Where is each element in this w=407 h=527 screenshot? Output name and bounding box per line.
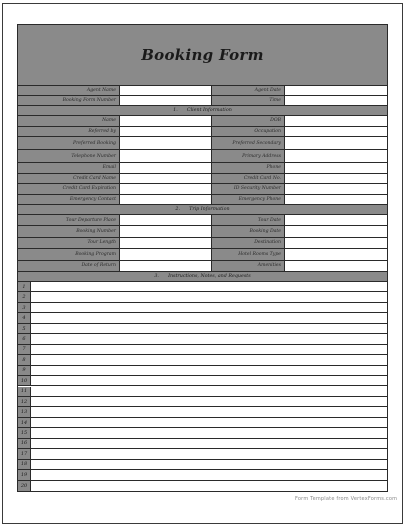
section-header: [18, 205, 387, 215]
note-line: [18, 282, 387, 292]
field-label: Agent Date: [212, 86, 285, 95]
section-title: Instructions, Notes, and Requests: [168, 274, 251, 279]
field-label: Booking Date: [212, 226, 285, 236]
line-number: 19: [18, 470, 31, 479]
line-number: 18: [18, 460, 31, 469]
field-row: [18, 86, 387, 96]
field-label: Tour Length: [18, 238, 120, 248]
field-label: Tour Departure Place: [18, 215, 120, 225]
field-input[interactable]: [285, 96, 387, 105]
field-input[interactable]: [285, 86, 387, 95]
note-input[interactable]: [31, 303, 387, 312]
note-input[interactable]: [31, 470, 387, 479]
field-label: Preferred Secondary: [212, 137, 285, 149]
note-input[interactable]: [31, 439, 387, 448]
line-number: 10: [18, 376, 31, 385]
field-input[interactable]: [285, 195, 387, 205]
note-input[interactable]: [31, 376, 387, 385]
line-number: 6: [18, 334, 31, 343]
field-label: Telephone Number: [18, 150, 120, 162]
field-row: [18, 249, 387, 260]
field-input[interactable]: [285, 238, 387, 248]
section-number: 1.: [173, 108, 178, 113]
field-row: [18, 150, 387, 163]
note-input[interactable]: [31, 407, 387, 416]
booking-form: [17, 24, 388, 492]
field-input[interactable]: [285, 127, 387, 137]
title-band: [18, 25, 387, 86]
note-line: [18, 313, 387, 323]
field-label: Booking Number: [18, 226, 120, 236]
note-line: [18, 428, 387, 438]
note-input[interactable]: [31, 313, 387, 322]
note-input[interactable]: [31, 292, 387, 301]
field-input[interactable]: [120, 86, 212, 95]
note-line: [18, 355, 387, 365]
field-label: Credit Card Expiration: [18, 184, 120, 194]
note-input[interactable]: [31, 345, 387, 354]
note-input[interactable]: [31, 282, 387, 291]
field-input[interactable]: [120, 195, 212, 205]
line-number: 3: [18, 303, 31, 312]
field-input[interactable]: [285, 163, 387, 173]
field-label: Agent Name: [18, 86, 120, 95]
line-number: 5: [18, 324, 31, 333]
field-label: Phone: [212, 163, 285, 173]
field-row: [18, 226, 387, 237]
section-number: 3.: [154, 274, 159, 279]
field-label: Tour Date: [212, 215, 285, 225]
field-label: Email: [18, 163, 120, 173]
note-line: [18, 439, 387, 449]
line-number: 2: [18, 292, 31, 301]
field-row: [18, 96, 387, 106]
section-gap: [178, 108, 187, 113]
line-number: 15: [18, 428, 31, 437]
field-input[interactable]: [120, 261, 212, 271]
form-page: [2, 3, 403, 524]
note-input[interactable]: [31, 387, 387, 396]
field-label: Primary Address: [212, 150, 285, 162]
field-input[interactable]: [120, 127, 212, 137]
field-input[interactable]: [285, 137, 387, 149]
field-label: Credit Card Name: [18, 174, 120, 184]
note-line: [18, 407, 387, 417]
note-input[interactable]: [31, 366, 387, 375]
note-line: [18, 449, 387, 459]
section-gap: [180, 207, 189, 212]
note-line: [18, 292, 387, 302]
section-gap: [159, 274, 168, 279]
note-line: [18, 470, 387, 480]
note-input[interactable]: [31, 418, 387, 427]
note-input[interactable]: [31, 334, 387, 343]
field-row: [18, 174, 387, 185]
line-number: 7: [18, 345, 31, 354]
field-input[interactable]: [120, 174, 212, 184]
field-input[interactable]: [285, 150, 387, 162]
field-label: ID Security Number: [212, 184, 285, 194]
field-row: [18, 195, 387, 206]
note-input[interactable]: [31, 449, 387, 458]
field-label: Preferred Booking: [18, 137, 120, 149]
field-label: Amenities: [212, 261, 285, 271]
field-input[interactable]: [285, 261, 387, 271]
note-input[interactable]: [31, 355, 387, 364]
field-label: Emergency Contact: [18, 195, 120, 205]
note-line: [18, 303, 387, 313]
note-input[interactable]: [31, 481, 387, 491]
field-input[interactable]: [285, 184, 387, 194]
field-row: [18, 215, 387, 226]
line-number: 9: [18, 366, 31, 375]
field-label: Date of Return: [18, 261, 120, 271]
field-row: [18, 184, 387, 195]
section-title: Client Information: [186, 108, 232, 113]
field-row: [18, 238, 387, 249]
footer-note: Form Template from VertexForms.com: [295, 496, 398, 502]
field-input[interactable]: [120, 96, 212, 105]
line-number: 14: [18, 418, 31, 427]
field-input[interactable]: [120, 137, 212, 149]
field-label: Credit Card No.: [212, 174, 285, 184]
field-row: [18, 127, 387, 138]
field-label: Destination: [212, 238, 285, 248]
field-input[interactable]: [285, 174, 387, 184]
note-line: [18, 418, 387, 428]
form-title: Booking Form: [141, 46, 264, 64]
note-input[interactable]: [31, 460, 387, 469]
field-row: [18, 163, 387, 174]
field-label: Booking Program: [18, 249, 120, 259]
note-line: [18, 334, 387, 344]
section-number: 2.: [175, 207, 180, 212]
line-number: 1: [18, 282, 31, 291]
field-input[interactable]: [120, 238, 212, 248]
field-input[interactable]: [120, 249, 212, 259]
field-row: [18, 137, 387, 150]
line-number: 12: [18, 397, 31, 406]
field-input[interactable]: [120, 226, 212, 236]
field-input[interactable]: [285, 215, 387, 225]
line-number: 20: [18, 481, 31, 491]
field-label: Booking Form Number: [18, 96, 120, 105]
field-label: Occupation: [212, 127, 285, 137]
line-number: 17: [18, 449, 31, 458]
note-input[interactable]: [31, 324, 387, 333]
note-line: [18, 460, 387, 470]
note-line: [18, 376, 387, 386]
field-input[interactable]: [285, 226, 387, 236]
line-number: 13: [18, 407, 31, 416]
line-number: 4: [18, 313, 31, 322]
field-label: DOB: [212, 116, 285, 126]
section-header: [18, 272, 387, 282]
note-line: [18, 397, 387, 407]
field-input[interactable]: [120, 184, 212, 194]
section-title: Trip Information: [189, 207, 230, 212]
field-label: Emergency Phone: [212, 195, 285, 205]
field-label: Time: [212, 96, 285, 105]
field-input[interactable]: [120, 163, 212, 173]
note-line: [18, 345, 387, 355]
field-input[interactable]: [285, 249, 387, 259]
section-header: [18, 106, 387, 116]
line-number: 11: [18, 387, 31, 396]
line-number: 8: [18, 355, 31, 364]
field-label: Referred by: [18, 127, 120, 137]
field-label: Name: [18, 116, 120, 126]
field-input[interactable]: [120, 150, 212, 162]
note-line: [18, 324, 387, 334]
field-input[interactable]: [120, 116, 212, 126]
note-line: [18, 481, 387, 491]
note-line: [18, 366, 387, 376]
field-input[interactable]: [285, 116, 387, 126]
note-input[interactable]: [31, 428, 387, 437]
field-label: Hotel Rooms Type: [212, 249, 285, 259]
note-input[interactable]: [31, 397, 387, 406]
field-row: [18, 116, 387, 127]
field-input[interactable]: [120, 215, 212, 225]
note-line: [18, 387, 387, 397]
field-row: [18, 261, 387, 272]
line-number: 16: [18, 439, 31, 448]
